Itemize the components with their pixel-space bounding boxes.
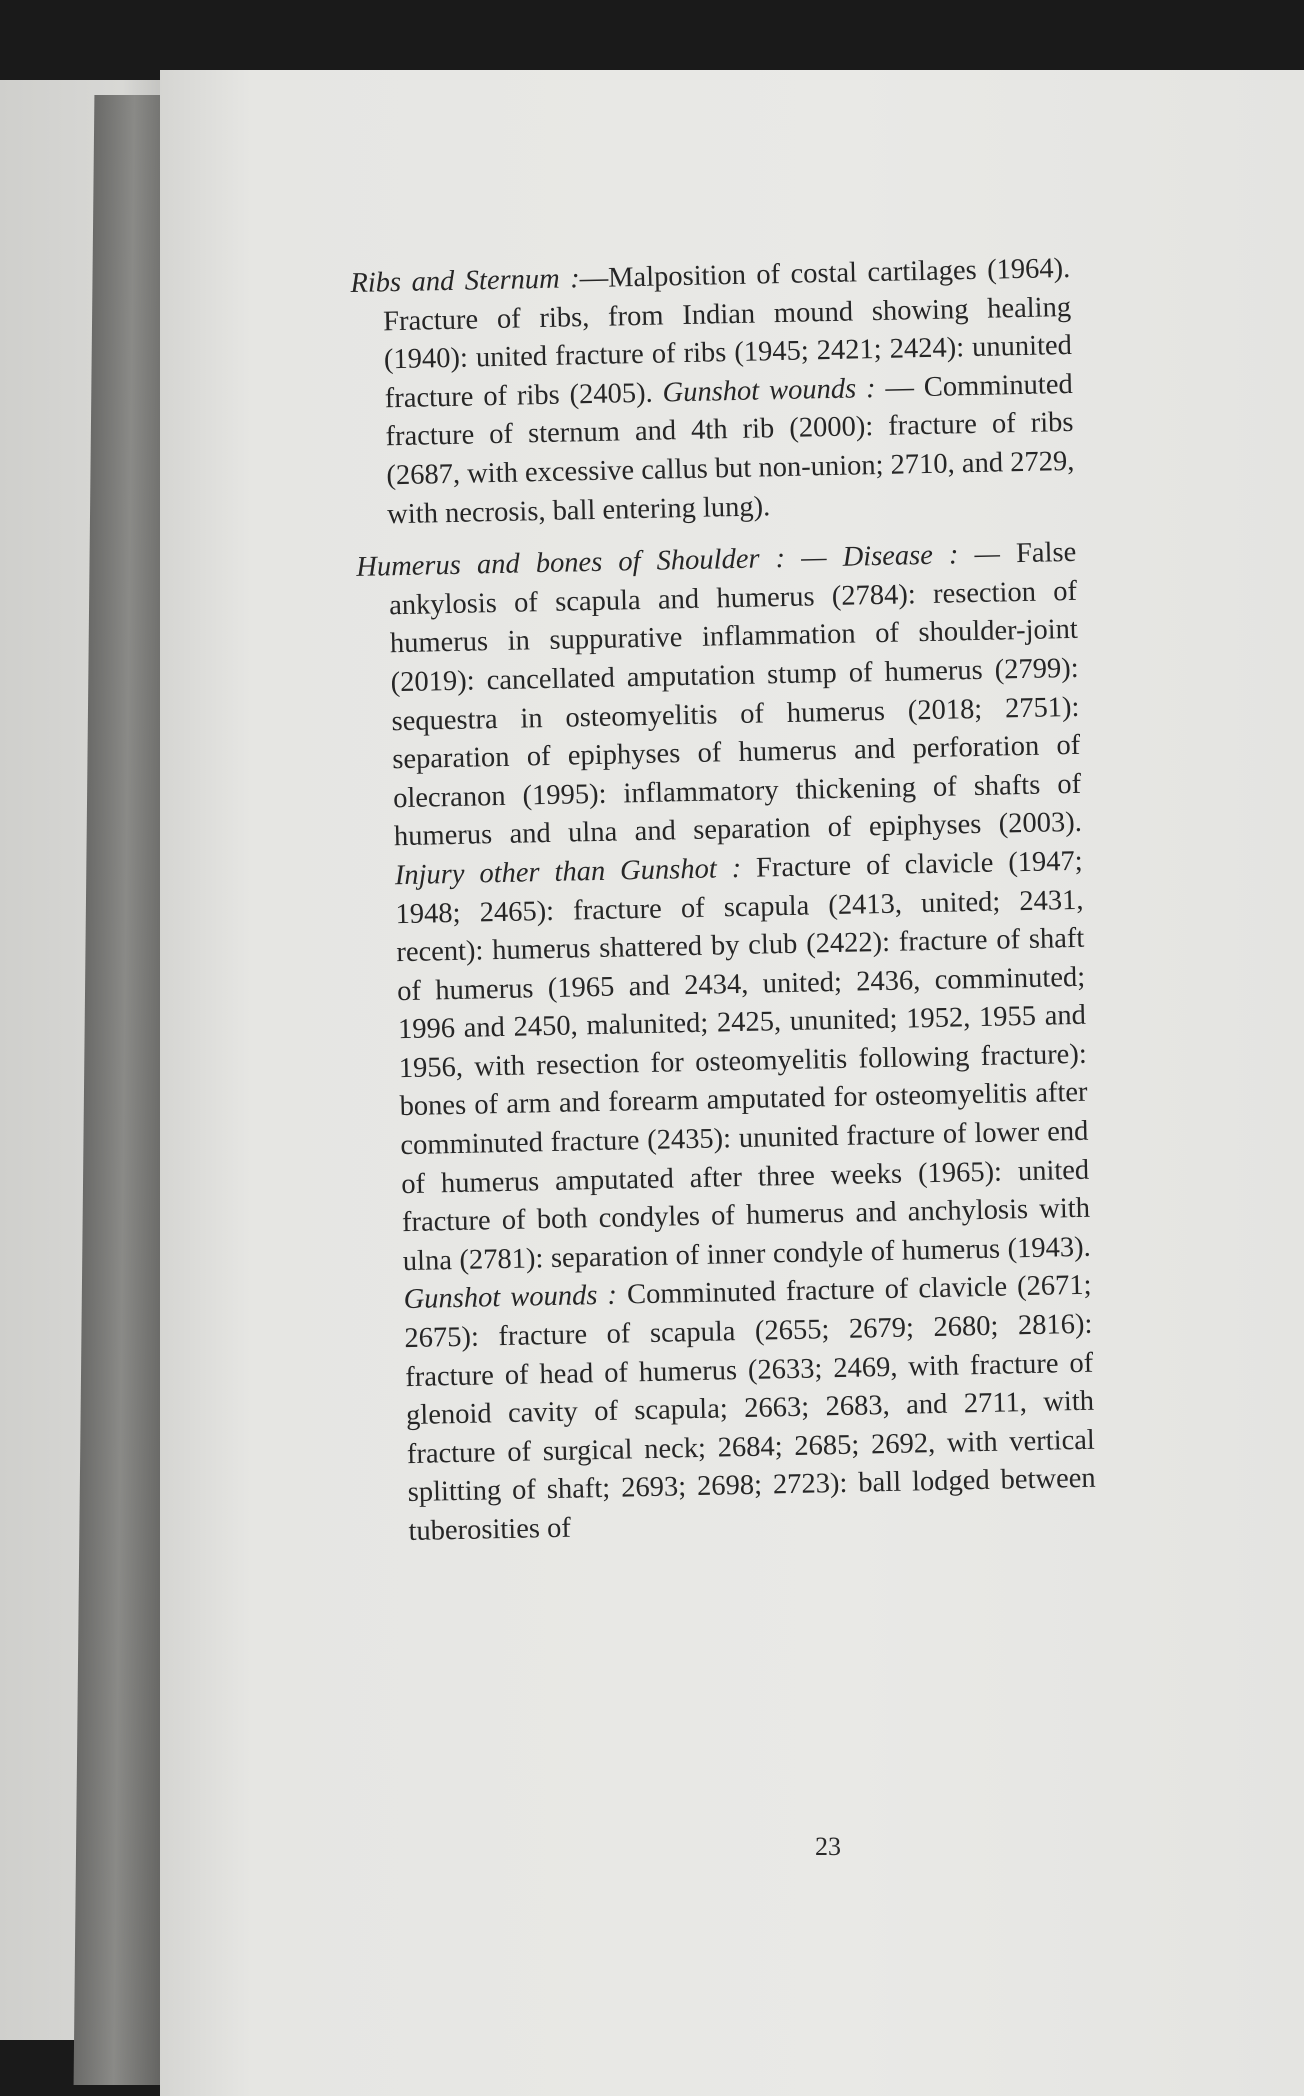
paragraph-text: Comminuted fracture of clavicle (2671; 2675): fracture of scapula (2655; 2679; 2680; 2816): fracture of head of humerus (2633; 2469, with fracture of glenoid cavity of scapula; 2663; 2683, and 2711, with fracture of surgical neck; 2684; 2685; 2692, with vertical splitting of shaft; 2693; 2698; 2723): ball lodged between tuberosities of xyxy=(404,1270,1096,1548)
sub-heading: Gunshot wounds : xyxy=(403,1280,618,1316)
paragraph-text: False ankylosis of scapula and humerus (2784): resection of humerus in suppurative inflammation of shoulder-joint (2019): cancellated amputation stump of humerus (2799): sequestra in osteomyelitis of humerus (2018; 2751): separation of epiphyses of humerus and perforation of olecranon (1995): inflammatory thickening of shafts of humerus and ulna and separation of epiphyses (2003). xyxy=(388,537,1083,853)
sub-heading: Injury other than Gunshot : xyxy=(394,852,742,892)
right-page xyxy=(160,70,1304,2096)
paragraph-humerus-shoulder xyxy=(356,534,1097,1552)
paragraph-text: Fracture of clavicle (1947; 1948; 2465): fracture of scapula (2413, united; 2431, recent): humerus shattered by club (2422): fracture of shaft of humerus (1965 and 2434, united; 2436, comminuted; 1996 and 2450, malunited; 2425, ununited; 1952, 1955 and 1956, with resection for osteomyelitis following fracture): bones of arm and forearm amputated for osteomyelitis after comminuted fracture (2435): ununited fracture of lower end of humerus amputated after three weeks (1965): united fracture of both condyles of humerus and anchylosis with ulna (2781): separation of inner condyle of humerus (1943). xyxy=(395,845,1092,1277)
section-heading: Humerus and bones of Shoulder : — Disease : — xyxy=(356,538,1001,584)
paragraph-text: —Malposition of costal cartilages (1964). Fracture of ribs, from Indian mound showing healing (1940): united fracture of ribs (1945; 2421; 2424): ununited fracture of ribs (2405). xyxy=(382,252,1073,415)
paragraph-ribs-sternum xyxy=(350,250,1075,535)
section-heading: Ribs and Sternum : xyxy=(350,263,580,299)
page-text xyxy=(350,250,1097,1566)
paragraph-text: — Comminuted fracture of sternum and 4th rib (2000): fracture of ribs (2687, with excessive callus but non-union; 2710, and 2729, with necrosis, ball entering lung). xyxy=(385,368,1075,530)
sub-heading: Gunshot wounds : xyxy=(662,372,876,409)
page-number: 23 xyxy=(815,1832,841,1861)
